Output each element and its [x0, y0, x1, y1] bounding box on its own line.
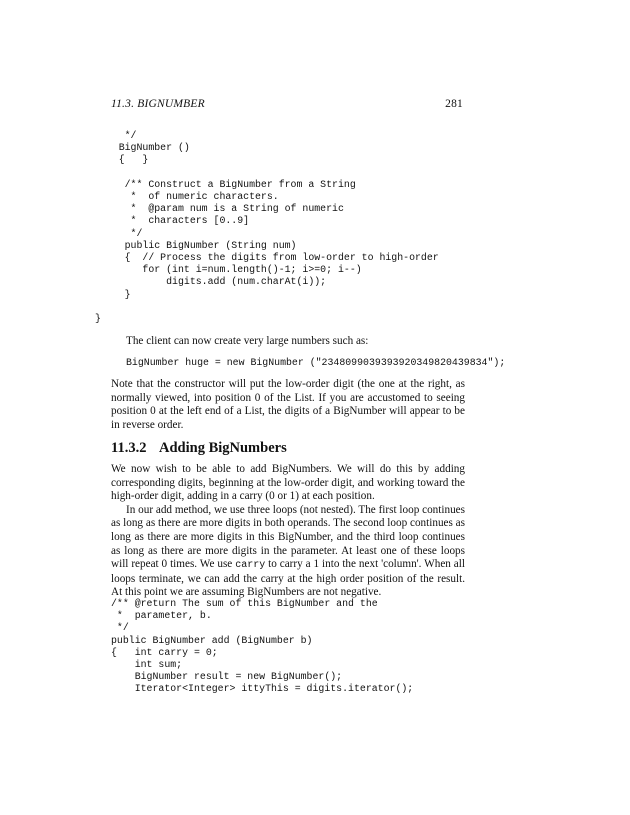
- section-title-text: Adding BigNumbers: [159, 440, 287, 456]
- intro-sentence: The client can now create very large numbers such as:: [126, 335, 369, 347]
- section-heading: [111, 440, 287, 457]
- section-number: 11.3.2: [111, 440, 147, 456]
- paragraph-2-text-a: In our add method, we use three loops (not nested). The first loop continues as long as there are more digits in both operands. The second loop continues as long as there are more digits in this BigNumber, and the third loop continues as long as there are more digits in the parameter. At least one of these loops will repeat 0 times. We use: [111, 503, 465, 571]
- section-body: [111, 463, 465, 600]
- section-paragraph-2: [111, 504, 465, 600]
- running-title: 11.3. BIGNUMBER: [111, 98, 205, 110]
- intro-sentence-block: [111, 335, 465, 349]
- page-number: 281: [445, 98, 463, 110]
- running-header: [111, 98, 463, 110]
- note-paragraph-block: [111, 378, 465, 432]
- note-paragraph: Note that the constructor will put the low-order digit (the one at the right, as normally viewed, into position 0 of the List. If you are accustomed to seeing position 0 at the left end of a List, the digits of a BigNumber will appear to be in reverse order.: [111, 378, 465, 431]
- code-block-add-method: /** @return The sum of this BigNumber and the * parameter, b. */ public BigNumber add (BigNumber b) { int carry = 0; int sum; BigNumber result = new BigNumber(); Iterator<Integer> ittyThis = digits.iterator();: [111, 598, 414, 695]
- code-block-constructors: */ BigNumber () { } /** Construct a BigNumber from a String * of numeric characters. * @param num is a String of numeric * characters [0..9] */ public BigNumber (String num) { // Process the digits from low-order to high-order for (int i=num.length()-1; i>=0; i--) digits.add (num.charAt(i)); } }: [95, 130, 439, 325]
- paragraph-2-text-b: to carry a 1 into the next 'column'. When all loops terminate, we can add the carry at the high order position of the result. At this point we are assuming BigNumbers are not negative.: [111, 558, 465, 599]
- carry-variable: carry: [235, 560, 266, 572]
- section-paragraph-1: We now wish to be able to add BigNumbers. We will do this by adding corresponding digits, beginning at the low-order digit, and working toward the high-order digit, adding in a carry (0 or 1) at each position.: [111, 463, 465, 503]
- example-code-line: BigNumber huge = new BigNumber ("2348099039393920349820439834");: [126, 357, 506, 368]
